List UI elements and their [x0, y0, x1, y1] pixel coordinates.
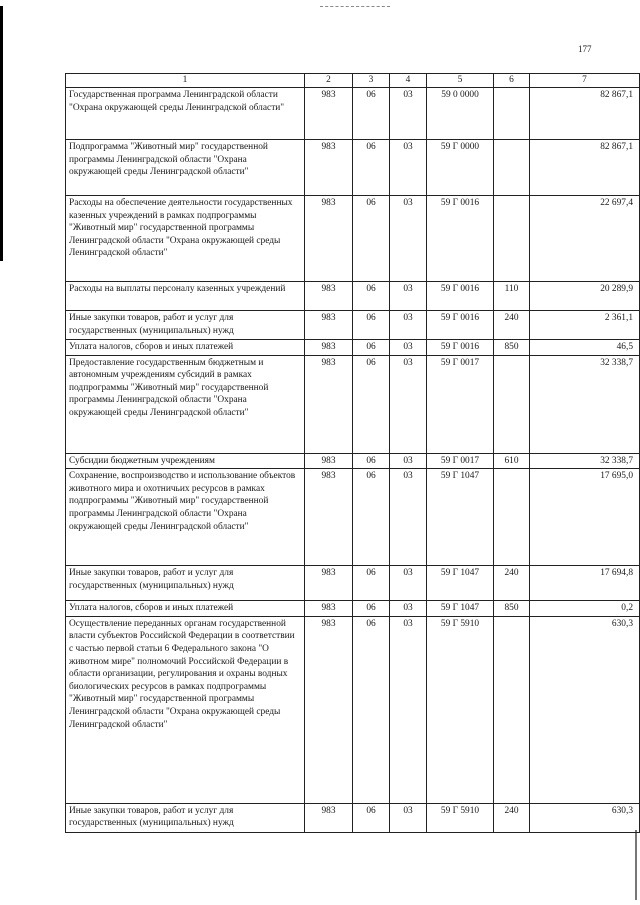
row-name: Уплата налогов, сборов и иных платежей — [66, 601, 305, 617]
row-sum: 46,5 — [530, 340, 640, 356]
row-sum: 82 867,1 — [530, 140, 640, 196]
row-vr — [494, 196, 530, 282]
row-name: Расходы на выплаты персоналу казенных учреждений — [66, 282, 305, 311]
row-name: Осуществление переданных органам государственной власти субъектов Российской Федерации в соответствии с частью первой статьи 6 Федерального закона "О животном мире" полномочий Российской Федерации в области организации, регулирования и охраны водных биологических ресурсов в рамках подпрограммы "Животный мир" государственной программы Ленинградской области "Охрана окружающей среды Ленинградской области" — [66, 616, 305, 803]
row-pr: 03 — [390, 601, 427, 617]
table-row — [66, 803, 640, 832]
column-header: 3 — [353, 74, 390, 88]
row-name: Расходы на обеспечение деятельности государственных казенных учреждений в рамках подпрограммы "Животный мир" государственной программы Ленинградской области "Охрана окружающей среды Ленинградской области" — [66, 196, 305, 282]
row-rz: 06 — [353, 140, 390, 196]
row-sum: 32 338,7 — [530, 453, 640, 469]
row-grbs: 983 — [305, 196, 353, 282]
row-sum: 17 695,0 — [530, 469, 640, 566]
table-row — [66, 88, 640, 140]
row-vr — [494, 88, 530, 140]
row-csr: 59 Г 5910 — [427, 803, 494, 832]
row-grbs: 983 — [305, 803, 353, 832]
row-name: Государственная программа Ленинградской области "Охрана окружающей среды Ленинградской области" — [66, 88, 305, 140]
row-rz: 06 — [353, 469, 390, 566]
column-header: 7 — [530, 74, 640, 88]
row-rz: 06 — [353, 803, 390, 832]
row-vr: 110 — [494, 282, 530, 311]
row-vr: 850 — [494, 340, 530, 356]
row-vr: 610 — [494, 453, 530, 469]
row-name: Иные закупки товаров, работ и услуг для государственных (муниципальных) нужд — [66, 566, 305, 601]
row-csr: 59 Г 0016 — [427, 282, 494, 311]
row-name: Иные закупки товаров, работ и услуг для государственных (муниципальных) нужд — [66, 311, 305, 340]
row-name: Подпрограмма "Животный мир" государственной программы Ленинградской области "Охрана окружающей среды Ленинградской области" — [66, 140, 305, 196]
row-csr: 59 Г 1047 — [427, 566, 494, 601]
row-pr: 03 — [390, 140, 427, 196]
table-row — [66, 601, 640, 617]
row-sum: 82 867,1 — [530, 88, 640, 140]
row-pr: 03 — [390, 453, 427, 469]
row-grbs: 983 — [305, 469, 353, 566]
scan-edge-left — [0, 6, 3, 261]
row-pr: 03 — [390, 355, 427, 453]
row-grbs: 983 — [305, 88, 353, 140]
row-sum: 630,3 — [530, 803, 640, 832]
row-pr: 03 — [390, 282, 427, 311]
row-name: Субсидии бюджетным учреждениям — [66, 453, 305, 469]
row-csr: 59 Г 1047 — [427, 601, 494, 617]
row-rz: 06 — [353, 616, 390, 803]
row-vr — [494, 355, 530, 453]
page-number: 177 — [578, 44, 592, 54]
row-grbs: 983 — [305, 340, 353, 356]
column-header: 4 — [390, 74, 427, 88]
row-grbs: 983 — [305, 311, 353, 340]
row-vr — [494, 616, 530, 803]
row-pr: 03 — [390, 88, 427, 140]
row-grbs: 983 — [305, 282, 353, 311]
row-vr — [494, 140, 530, 196]
row-sum: 2 361,1 — [530, 311, 640, 340]
row-pr: 03 — [390, 803, 427, 832]
row-vr: 240 — [494, 803, 530, 832]
column-header: 6 — [494, 74, 530, 88]
table-row — [66, 616, 640, 803]
column-header: 2 — [305, 74, 353, 88]
row-sum: 20 289,9 — [530, 282, 640, 311]
row-rz: 06 — [353, 566, 390, 601]
row-rz: 06 — [353, 453, 390, 469]
row-csr: 59 Г 0016 — [427, 340, 494, 356]
row-csr: 59 0 0000 — [427, 88, 494, 140]
row-rz: 06 — [353, 340, 390, 356]
row-vr — [494, 469, 530, 566]
row-rz: 06 — [353, 282, 390, 311]
row-csr: 59 Г 0016 — [427, 196, 494, 282]
row-vr: 240 — [494, 566, 530, 601]
table-row — [66, 196, 640, 282]
row-sum: 32 338,7 — [530, 355, 640, 453]
row-name: Предоставление государственным бюджетным и автономным учреждениям субсидий в рамках подпрограммы "Животный мир" государственной программы Ленинградской области "Охрана окружающей среды Ленинградской области" — [66, 355, 305, 453]
row-grbs: 983 — [305, 453, 353, 469]
table-row — [66, 340, 640, 356]
scan-marks — [320, 6, 390, 8]
column-header: 5 — [427, 74, 494, 88]
scan-edge-right — [635, 830, 637, 900]
table-row — [66, 453, 640, 469]
row-rz: 06 — [353, 196, 390, 282]
row-sum: 17 694,8 — [530, 566, 640, 601]
row-name: Иные закупки товаров, работ и услуг для государственных (муниципальных) нужд — [66, 803, 305, 832]
table-row — [66, 469, 640, 566]
header-row — [66, 74, 640, 88]
table-row — [66, 282, 640, 311]
column-header: 1 — [66, 74, 305, 88]
table-row — [66, 140, 640, 196]
row-rz: 06 — [353, 601, 390, 617]
row-grbs: 983 — [305, 355, 353, 453]
row-pr: 03 — [390, 311, 427, 340]
row-pr: 03 — [390, 469, 427, 566]
row-csr: 59 Г 0017 — [427, 453, 494, 469]
row-sum: 0,2 — [530, 601, 640, 617]
row-sum: 22 697,4 — [530, 196, 640, 282]
row-rz: 06 — [353, 311, 390, 340]
row-rz: 06 — [353, 355, 390, 453]
row-csr: 59 Г 1047 — [427, 469, 494, 566]
row-csr: 59 Г 0000 — [427, 140, 494, 196]
row-vr: 850 — [494, 601, 530, 617]
table-row — [66, 355, 640, 453]
row-pr: 03 — [390, 196, 427, 282]
table-row — [66, 566, 640, 601]
row-vr: 240 — [494, 311, 530, 340]
row-grbs: 983 — [305, 140, 353, 196]
table-row — [66, 311, 640, 340]
row-csr: 59 Г 0017 — [427, 355, 494, 453]
row-pr: 03 — [390, 566, 427, 601]
row-csr: 59 Г 0016 — [427, 311, 494, 340]
budget-table — [65, 73, 640, 833]
row-grbs: 983 — [305, 601, 353, 617]
row-grbs: 983 — [305, 616, 353, 803]
row-pr: 03 — [390, 616, 427, 803]
row-name: Сохранение, воспроизводство и использование объектов животного мира и охотничьих ресурсов в рамках подпрограммы "Животный мир" государственной программы Ленинградской области "Охрана окружающей среды Ленинградской области" — [66, 469, 305, 566]
row-rz: 06 — [353, 88, 390, 140]
row-sum: 630,3 — [530, 616, 640, 803]
row-grbs: 983 — [305, 566, 353, 601]
row-name: Уплата налогов, сборов и иных платежей — [66, 340, 305, 356]
row-pr: 03 — [390, 340, 427, 356]
row-csr: 59 Г 5910 — [427, 616, 494, 803]
